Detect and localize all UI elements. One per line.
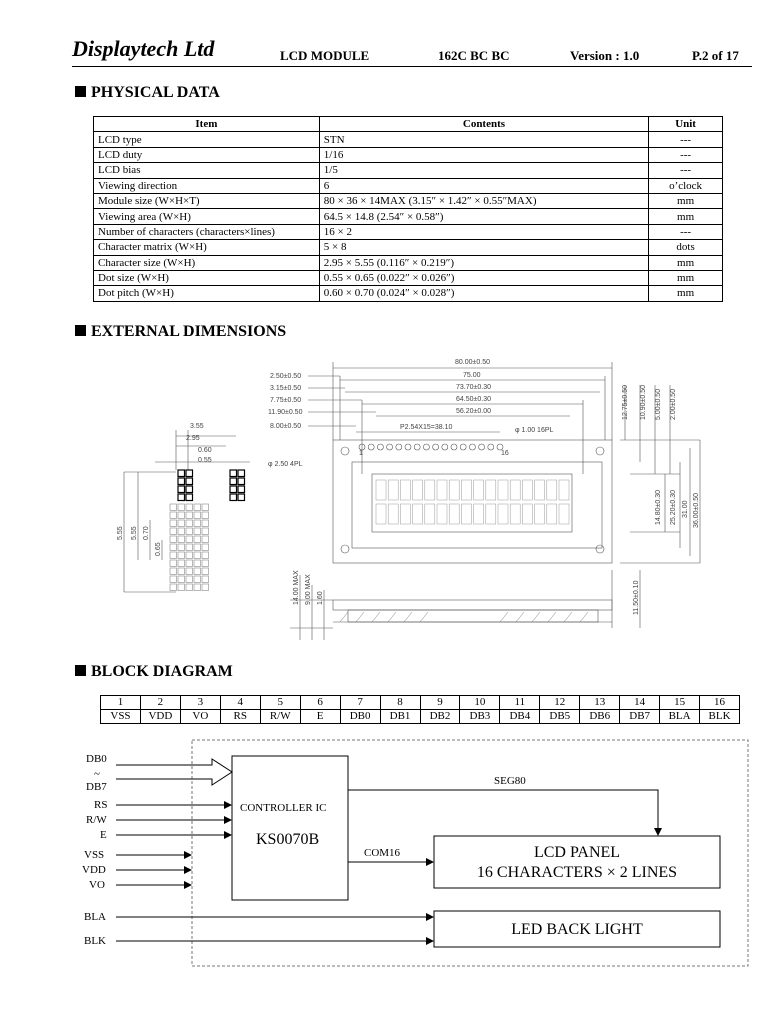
pin-number: 8 (380, 696, 420, 710)
pin-hole (451, 444, 457, 450)
lcd-character-cell (376, 504, 386, 524)
cell-contents: 16 × 2 (319, 224, 648, 239)
lcd-character-cell (449, 504, 459, 524)
mount-hole-bl (341, 545, 349, 553)
pin-hole (414, 444, 420, 450)
lcd-character-cell (510, 504, 520, 524)
pin-number: 14 (620, 696, 660, 710)
pin-number: 3 (180, 696, 220, 710)
char-dim-h4: 0.65 (155, 542, 162, 556)
matrix-dot (170, 528, 177, 535)
dim-left-4: 11.90±0.50 (268, 409, 303, 416)
matrix-dot (186, 576, 193, 583)
cell-unit: mm (649, 270, 723, 285)
matrix-dot (170, 520, 177, 527)
cell-item: Number of characters (characters×lines) (94, 224, 320, 239)
matrix-dot (178, 576, 185, 583)
pin-name: DB1 (380, 710, 420, 724)
matrix-dot (202, 584, 209, 591)
matrix-dot (194, 504, 201, 511)
cell-unit: mm (649, 193, 723, 208)
module-boundary (192, 740, 748, 966)
matrix-dot (178, 486, 185, 493)
lcd-character-cell (486, 480, 496, 500)
pin-number: 13 (580, 696, 620, 710)
matrix-dot (194, 512, 201, 519)
column-header-contents: Contents (319, 117, 648, 132)
lcd-character-cell (413, 480, 423, 500)
pin-name: DB3 (460, 710, 500, 724)
dim-side-1: 14.00 MAX (293, 570, 300, 605)
section-external-dimensions: EXTERNAL DIMENSIONS (75, 323, 286, 341)
dim-75: 75.00 (463, 372, 481, 379)
matrix-dot (194, 528, 201, 535)
lcd-character-cell (522, 480, 532, 500)
dim-height-1: 14.80±0.30 (655, 490, 662, 525)
backlight-label: LED BACK LIGHT (511, 921, 643, 938)
matrix-dot (186, 584, 193, 591)
controller-label: CONTROLLER IC (240, 802, 327, 814)
matrix-dot (194, 584, 201, 591)
cell-item: LCD duty (94, 147, 320, 162)
pin-name: DB6 (580, 710, 620, 724)
dim-height-4: 36.00±0.50 (693, 493, 700, 528)
matrix-dot (170, 560, 177, 567)
block-diagram (116, 740, 748, 966)
lcd-character-cell (400, 504, 410, 524)
pin-number: 1 (101, 696, 141, 710)
pin-number: 11 (500, 696, 540, 710)
matrix-dot (202, 536, 209, 543)
matrix-dot (194, 520, 201, 527)
matrix-dot (186, 470, 193, 477)
section-physical-data: PHYSICAL DATA (75, 84, 220, 102)
lcd-character-cell (388, 504, 398, 524)
cell-item: Viewing area (W×H) (94, 209, 320, 224)
dim-562: 56.20±0.00 (456, 408, 491, 415)
matrix-dot (230, 494, 237, 501)
matrix-dot (186, 568, 193, 575)
matrix-dot (238, 478, 245, 485)
pin-name: RS (220, 710, 260, 724)
matrix-dot (170, 552, 177, 559)
lcd-panel-title: LCD PANEL (533, 844, 621, 861)
matrix-dot (186, 544, 193, 551)
matrix-dot (178, 552, 185, 559)
matrix-dot (186, 486, 193, 493)
matrix-dot (186, 504, 193, 511)
label-com16: COM16 (364, 847, 401, 859)
dim-height-3: 31.00 (682, 500, 689, 518)
matrix-dot (170, 536, 177, 543)
matrix-dot (194, 568, 201, 575)
matrix-dot (170, 584, 177, 591)
pin-number: 10 (460, 696, 500, 710)
lcd-character-cell (498, 504, 508, 524)
label-bla: BLA (84, 911, 106, 923)
matrix-dot (202, 576, 209, 583)
square-bullet-icon (75, 665, 86, 676)
matrix-dot (178, 584, 185, 591)
dim-645: 64.50±0.30 (456, 396, 491, 403)
matrix-dot (178, 544, 185, 551)
header-module: LCD MODULE (280, 48, 370, 63)
module-outline (333, 440, 612, 563)
lcd-character-cell (400, 480, 410, 500)
matrix-dot (178, 528, 185, 535)
side-view-glass (348, 610, 598, 622)
pin-number: 6 (300, 696, 340, 710)
dim-side-2: 9.00 MAX (305, 574, 312, 605)
label-seg80: SEG80 (494, 775, 526, 787)
section-block-diagram: BLOCK DIAGRAM (75, 663, 233, 681)
matrix-dot (194, 552, 201, 559)
char-dim-w2: 2.95 (186, 435, 200, 442)
matrix-dot (238, 494, 245, 501)
pin-hole (433, 444, 439, 450)
matrix-dot (178, 494, 185, 501)
lcd-character-cell (437, 504, 447, 524)
label-blk: BLK (84, 935, 106, 947)
viewing-area-outline (372, 474, 572, 532)
data-bus-arrow (116, 759, 232, 785)
cell-unit: --- (649, 224, 723, 239)
pin-name: BLA (660, 710, 700, 724)
pin-name: DB5 (540, 710, 580, 724)
cell-item: Character size (W×H) (94, 255, 320, 270)
matrix-dot (230, 486, 237, 493)
cell-contents: 0.60 × 0.70 (0.024″ × 0.028″) (319, 286, 648, 301)
matrix-dot (170, 512, 177, 519)
label-vss: VSS (84, 849, 105, 861)
matrix-dot (178, 536, 185, 543)
pin-hole (469, 444, 475, 450)
pin-hole (488, 444, 494, 450)
cell-contents: 2.95 × 5.55 (0.116″ × 0.219″) (319, 255, 648, 270)
company-name: Displaytech Ltd (72, 36, 215, 61)
matrix-dot (178, 512, 185, 519)
matrix-dot (178, 504, 185, 511)
pin-hole (396, 444, 402, 450)
lcd-character-cell (559, 504, 569, 524)
matrix-dot (178, 478, 185, 485)
lcd-character-dots (376, 480, 569, 524)
matrix-dot (186, 536, 193, 543)
cell-item: Viewing direction (94, 178, 320, 193)
matrix-dot (230, 470, 237, 477)
pin-number: 9 (420, 696, 460, 710)
pin-name: R/W (260, 710, 300, 724)
label-rw: R/W (86, 814, 107, 826)
cell-unit: o’clock (649, 178, 723, 193)
matrix-dot (186, 512, 193, 519)
cell-unit: --- (649, 147, 723, 162)
pin-16-label: 16 (501, 450, 509, 457)
cell-contents: 0.55 × 0.65 (0.022″ × 0.026″) (319, 270, 648, 285)
matrix-dot (186, 520, 193, 527)
pin-name: DB2 (420, 710, 460, 724)
dim-737: 73.70±0.30 (456, 384, 491, 391)
bezel-outline (352, 462, 602, 548)
cell-contents: 64.5 × 14.8 (2.54″ × 0.58″) (319, 209, 648, 224)
matrix-dot (170, 568, 177, 575)
lcd-character-cell (388, 480, 398, 500)
matrix-dot (194, 544, 201, 551)
char-dim-w1: 3.55 (190, 423, 204, 430)
lcd-character-cell (425, 480, 435, 500)
pin-number: 16 (700, 696, 740, 710)
cell-contents: 1/16 (319, 147, 648, 162)
lcd-character-cell (547, 504, 557, 524)
header-page: P.2 of 17 (692, 48, 739, 63)
lcd-character-cell (376, 480, 386, 500)
side-view-pcb (333, 600, 612, 610)
dim-right-2: 10.90±0.50 (640, 385, 647, 420)
cell-contents: 5 × 8 (319, 240, 648, 255)
column-header-unit: Unit (649, 117, 723, 132)
matrix-dot (202, 544, 209, 551)
dim-left-3: 7.75±0.50 (270, 397, 302, 404)
matrix-dot (186, 560, 193, 567)
label-rs: RS (94, 799, 108, 811)
char-dim-h1: 5.55 (117, 526, 124, 540)
dim-right-4: 2.00±0.50 (670, 388, 677, 420)
character-matrix-enlarged (170, 470, 245, 591)
pin-1-label: 1 (359, 450, 363, 457)
pin-hole (368, 444, 374, 450)
lcd-character-cell (474, 504, 484, 524)
cell-item: Module size (W×H×T) (94, 193, 320, 208)
mount-hole-tr (596, 447, 604, 455)
dim-80: 80.00±0.50 (455, 359, 490, 366)
pin-name: VDD (140, 710, 180, 724)
pin-number-row (101, 696, 740, 710)
lcd-panel-spec: 16 CHARACTERS × 2 LINES (476, 864, 678, 881)
label-vdd: VDD (82, 864, 106, 876)
pin-name: DB4 (500, 710, 540, 724)
lcd-character-cell (449, 480, 459, 500)
pin-number: 12 (540, 696, 580, 710)
cell-item: Character matrix (W×H) (94, 240, 320, 255)
matrix-dot (202, 520, 209, 527)
cell-contents: STN (319, 132, 648, 147)
side-view-hatch (340, 612, 588, 622)
matrix-dot (178, 520, 185, 527)
pin-name: E (300, 710, 340, 724)
dim-right-3: 5.00±0.50 (655, 388, 662, 420)
lcd-character-cell (437, 480, 447, 500)
matrix-dot (194, 560, 201, 567)
header-version: Version : 1.0 (570, 48, 640, 63)
char-dim-w3: 0.60 (198, 447, 212, 454)
cell-contents: 80 × 36 × 14MAX (3.15″ × 1.42″ × 0.55″MAX) (319, 193, 648, 208)
dim-height-2: 25.20±0.30 (670, 490, 677, 525)
pin-name: DB0 (340, 710, 380, 724)
cell-item: Dot size (W×H) (94, 270, 320, 285)
pin-holes (359, 444, 503, 450)
pin-number: 5 (260, 696, 300, 710)
pin-name: VO (180, 710, 220, 724)
pin-hole (442, 444, 448, 450)
matrix-dot (238, 470, 245, 477)
pin-hole (377, 444, 383, 450)
label-vo: VO (89, 879, 105, 891)
matrix-dot (170, 544, 177, 551)
char-dim-h3: 0.70 (143, 526, 150, 540)
header-model: 162C BC BC (438, 48, 510, 63)
lcd-character-cell (461, 480, 471, 500)
pin-hole (387, 444, 393, 450)
lcd-character-cell (535, 480, 545, 500)
column-header-item: Item (94, 117, 320, 132)
cell-item: LCD bias (94, 163, 320, 178)
pin-name-row (101, 710, 740, 724)
cell-contents: 6 (319, 178, 648, 193)
lcd-character-cell (413, 504, 423, 524)
char-dim-w4: 0.55 (198, 457, 212, 464)
matrix-dot (186, 494, 193, 501)
dim-mount-hole: φ 2.50 4PL (268, 461, 303, 468)
label-db0: DB0 (86, 753, 107, 765)
dim-right-1: 12.75±0.50 (622, 385, 629, 420)
matrix-dot (194, 576, 201, 583)
lcd-character-cell (474, 480, 484, 500)
label-tilde: ~ (94, 768, 100, 780)
dim-side-3: 1.60 (317, 591, 324, 605)
matrix-dot (178, 560, 185, 567)
pin-name: BLK (700, 710, 740, 724)
matrix-dot (202, 552, 209, 559)
matrix-dot (186, 552, 193, 559)
matrix-dot (230, 478, 237, 485)
lcd-character-cell (535, 504, 545, 524)
matrix-dot (178, 568, 185, 575)
cell-unit: mm (649, 255, 723, 270)
pin-number: 4 (220, 696, 260, 710)
pin-number: 2 (140, 696, 180, 710)
lcd-character-cell (498, 480, 508, 500)
matrix-dot (178, 470, 185, 477)
label-db7: DB7 (86, 781, 107, 793)
char-dim-h2: 5.55 (131, 526, 138, 540)
matrix-dot (202, 504, 209, 511)
cell-item: Dot pitch (W×H) (94, 286, 320, 301)
matrix-dot (202, 512, 209, 519)
matrix-dot (186, 478, 193, 485)
matrix-dot (170, 576, 177, 583)
matrix-dot (186, 528, 193, 535)
controller-chip: KS0070B (256, 831, 320, 848)
cell-unit: mm (649, 209, 723, 224)
pin-hole (479, 444, 485, 450)
dim-left-1: 2.50±0.50 (270, 373, 302, 380)
cell-unit: dots (649, 240, 723, 255)
pin-number: 7 (340, 696, 380, 710)
cell-item: LCD type (94, 132, 320, 147)
dim-bottom-right: 11.50±0.10 (633, 580, 640, 615)
dim-pin-hole: φ 1.00 16PL (515, 427, 554, 434)
dim-left-2: 3.15±0.50 (270, 385, 302, 392)
matrix-dot (238, 486, 245, 493)
pin-name: VSS (101, 710, 141, 724)
lcd-character-cell (425, 504, 435, 524)
cell-contents: 1/5 (319, 163, 648, 178)
dim-left-5: 8.00±0.50 (270, 423, 302, 430)
label-e: E (100, 829, 107, 841)
lcd-character-cell (510, 480, 520, 500)
pin-hole (405, 444, 411, 450)
matrix-dot (194, 536, 201, 543)
controller-box (232, 756, 348, 900)
lcd-character-cell (461, 504, 471, 524)
mount-hole-br (596, 545, 604, 553)
lcd-character-cell (559, 480, 569, 500)
mount-hole-tl (341, 447, 349, 455)
matrix-dot (202, 568, 209, 575)
matrix-dot (170, 504, 177, 511)
lcd-character-cell (486, 504, 496, 524)
pin-number: 15 (660, 696, 700, 710)
lcd-character-cell (522, 504, 532, 524)
lcd-character-cell (547, 480, 557, 500)
matrix-dot (202, 560, 209, 567)
pin-name: DB7 (620, 710, 660, 724)
cell-unit: mm (649, 286, 723, 301)
dim-pitch: P2.54X15=38.10 (400, 424, 453, 431)
pin-hole (423, 444, 429, 450)
pin-assignment-table (100, 695, 740, 724)
pin-hole (460, 444, 466, 450)
cell-unit: --- (649, 132, 723, 147)
cell-unit: --- (649, 163, 723, 178)
matrix-dot (202, 528, 209, 535)
